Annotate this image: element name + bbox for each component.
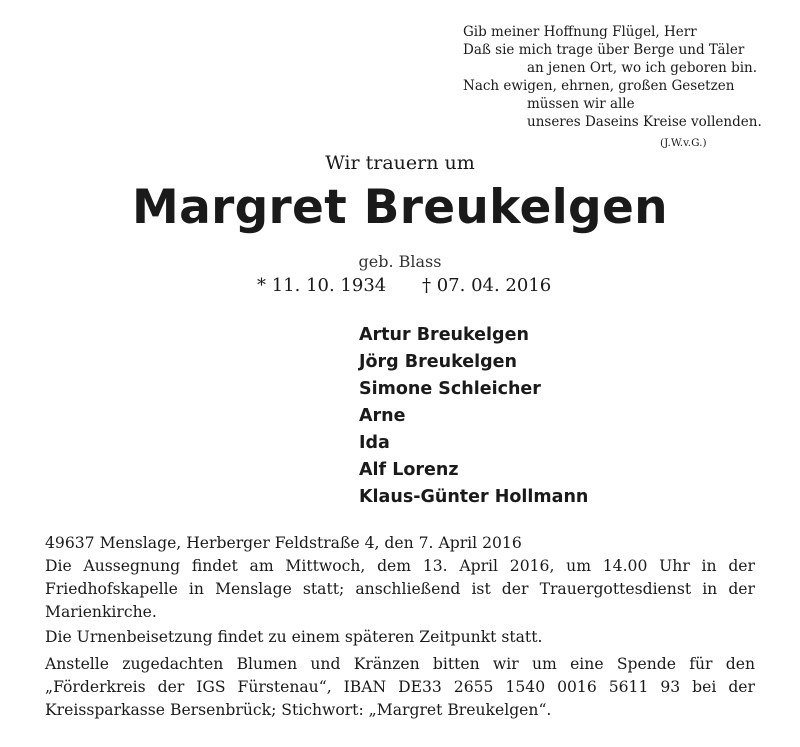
donation-line: Kreissparkasse Bersenbrück; Stichwort: „Margret Breukelgen“. — [45, 701, 552, 719]
birth-name: geb. Blass — [358, 252, 442, 271]
mourner-name: Klaus-Günter Hollmann — [359, 487, 589, 507]
poem-line: müssen wir alle — [527, 96, 635, 112]
ceremony-line: Die Aussegnung findet am Mittwoch, dem 13. April 2016, um 14.00 Uhr in der — [45, 557, 755, 575]
mourner-name: Arne — [359, 406, 406, 426]
urn-burial-line: Die Urnenbeisetzung findet zu einem späteren Zeitpunkt statt. — [45, 628, 543, 646]
mourner-name: Jörg Breukelgen — [359, 352, 517, 372]
address-line: 49637 Menslage, Herberger Feldstraße 4, den 7. April 2016 — [45, 534, 522, 552]
ceremony-line: Marienkirche. — [45, 603, 157, 621]
mourners-list — [359, 322, 588, 511]
mourner-name: Artur Breukelgen — [359, 325, 529, 345]
donation-line: Anstelle zugedachten Blumen und Kränzen bitten wir um eine Spende für den — [45, 655, 755, 673]
death-date: † 07. 04. 2016 — [422, 275, 552, 296]
ceremony-line: Friedhofskapelle in Menslage statt; anschließend ist der Trauergottesdienst in der — [45, 580, 755, 598]
poem-line: Daß sie mich trage über Berge und Täler — [463, 42, 745, 58]
mourner-name: Ida — [359, 433, 390, 453]
birth-date: * 11. 10. 1934 — [257, 275, 387, 296]
deceased-name: Margret Breukelgen — [132, 180, 668, 235]
poem-author: (J.W.v.G.) — [660, 137, 707, 149]
mourner-name: Simone Schleicher — [359, 379, 541, 399]
poem-line: unseres Daseins Kreise vollenden. — [527, 114, 762, 130]
poem-line: Gib meiner Hoffnung Flügel, Herr — [463, 24, 697, 40]
intro-line: Wir trauern um — [325, 152, 475, 174]
donation-line: „Förderkreis der IGS Fürstenau“, IBAN DE33 2655 1540 0016 5611 93 bei der — [45, 678, 755, 696]
poem-line: an jenen Ort, wo ich geboren bin. — [527, 60, 758, 76]
poem-line: Nach ewigen, ehrnen, großen Gesetzen — [463, 78, 735, 94]
mourner-name: Alf Lorenz — [359, 460, 459, 480]
